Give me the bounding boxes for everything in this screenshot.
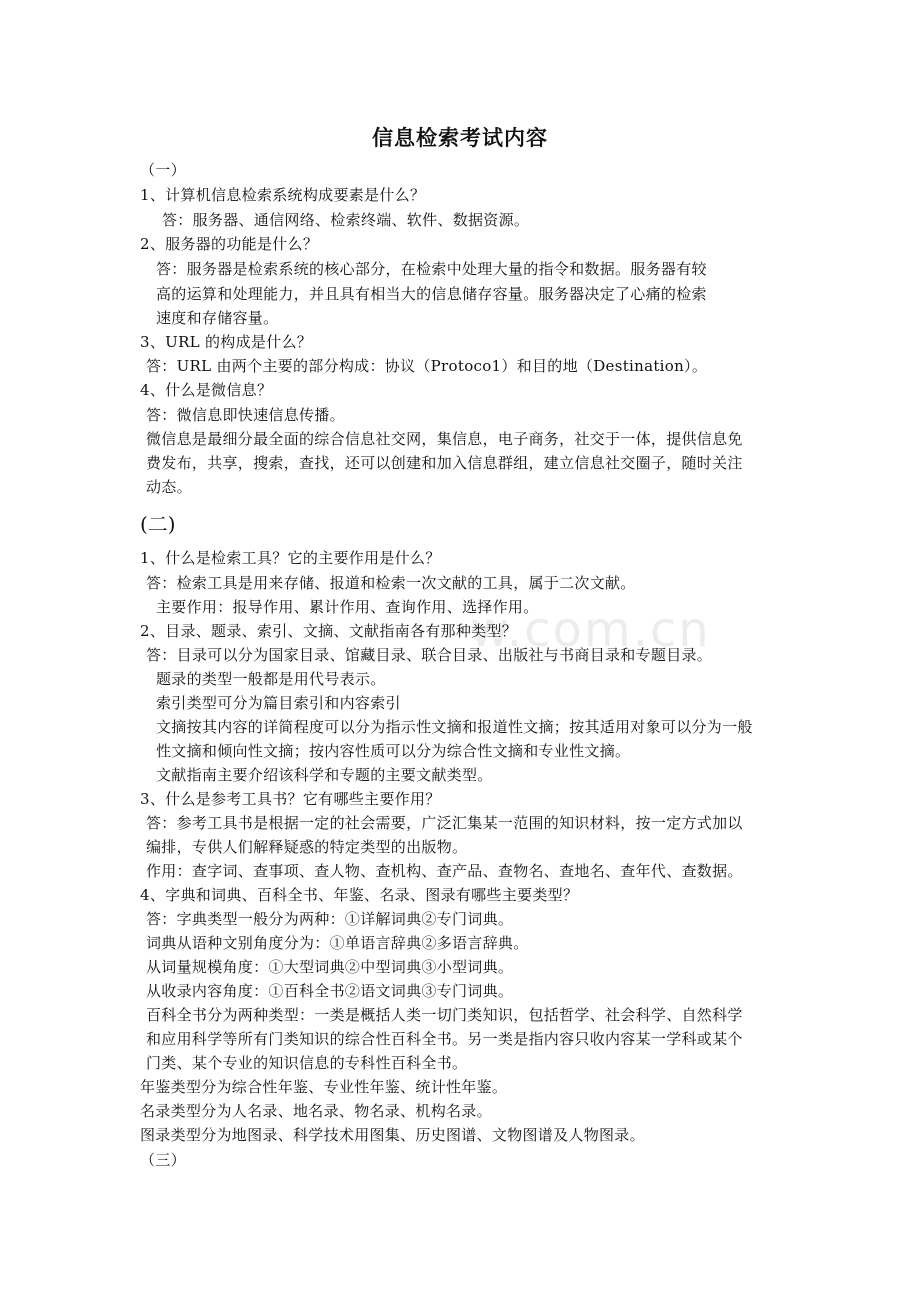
answer-1-3: 答：URL 由两个主要的部分构成：协议（Protoco1）和目的地（Destination）。	[146, 357, 708, 375]
answer-2-2-line2: 题录的类型一般都是用代号表示。	[156, 670, 386, 688]
paragraph-1-4-line1: 微信息是最细分最全面的综合信息社交网，集信息，电子商务，社交于一体，提供信息免	[146, 430, 743, 448]
answer-2-3-line1: 答：参考工具书是根据一定的社会需要，广泛汇集某一范围的知识材料，按一定方式加以	[146, 814, 743, 832]
question-2-1: 1、什么是检索工具？它的主要作用是什么？	[140, 549, 441, 567]
answer-2-2-line5: 性文摘和倾向性文摘；按内容性质可以分为综合性文摘和专业性文摘。	[156, 742, 631, 760]
question-1-2: 2、服务器的功能是什么？	[140, 235, 319, 253]
watermark: w.com.cn	[470, 602, 711, 658]
question-1-4: 4、什么是微信息？	[140, 381, 273, 399]
answer-1-2-line3: 速度和存储容量。	[156, 309, 279, 327]
answer-2-3-line3: 作用：查字词、查事项、查人物、查机构、查产品、查物名、查地名、查年代、查数据。	[146, 862, 743, 880]
answer-1-4: 答：微信息即快速信息传播。	[146, 406, 345, 424]
paragraph-1-4-line3: 动态。	[146, 478, 192, 496]
question-1-1: 1、计算机信息检索系统构成要素是什么？	[140, 186, 426, 204]
answer-2-3-line2: 编排，专供人们解释疑惑的特定类型的出版物。	[146, 838, 468, 856]
answer-2-2-line4: 文摘按其内容的详简程度可以分为指示性文摘和报道性文摘；按其适用对象可以分为一般	[156, 718, 753, 736]
section-heading-1: （一）	[140, 161, 186, 179]
question-1-3: 3、URL 的构成是什么？	[140, 333, 313, 351]
answer-2-4-line1: 答：字典类型一般分为两种：①详解词典②专门词典。	[146, 910, 514, 928]
answer-2-2-line6: 文献指南主要介绍该科学和专题的主要文献类型。	[156, 766, 493, 784]
answer-2-4-line3: 从词量规模角度：①大型词典②中型词典③小型词典。	[146, 958, 514, 976]
question-2-2: 2、目录、题录、索引、文摘、文献指南各有那种类型？	[140, 622, 518, 640]
answer-2-4-line5: 百科全书分为两种类型：一类是概括人类一切门类知识，包括哲学、社会科学、自然科学	[146, 1006, 743, 1024]
section-heading-3: （三）	[140, 1151, 186, 1169]
answer-2-4-line4: 从收录内容角度：①百科全书②语文词典③专门词典。	[146, 982, 514, 1000]
answer-2-4-line9: 名录类型分为人名录、地名录、物名录、机构名录。	[140, 1102, 492, 1120]
answer-2-1-line2: 主要作用：报导作用、累计作用、查询作用、选择作用。	[156, 598, 539, 616]
answer-1-2-line2: 高的运算和处理能力，并且具有相当大的信息储存容量。服务器决定了心痛的检索	[156, 285, 707, 303]
answer-2-2-line3: 索引类型可分为篇目索引和内容索引	[156, 694, 401, 712]
answer-2-4-line6: 和应用科学等所有门类知识的综合性百科全书。另一类是指内容只收内容某一学科或某个	[146, 1030, 743, 1048]
section-heading-2: (二)	[140, 512, 176, 536]
question-2-3: 3、什么是参考工具书？它有哪些主要作用？	[140, 790, 441, 808]
answer-2-4-line8: 年鉴类型分为综合性年鉴、专业性年鉴、统计性年鉴。	[140, 1078, 508, 1096]
answer-1-1: 答：服务器、通信网络、检索终端、软件、数据资源。	[162, 211, 530, 229]
answer-2-4-line10: 图录类型分为地图录、科学技术用图集、历史图谱、文物图谱及人物图录。	[140, 1126, 645, 1144]
question-2-4: 4、字典和词典、百科全书、年鉴、名录、图录有哪些主要类型？	[140, 886, 579, 904]
paragraph-1-4-line2: 费发布，共享，搜索，查找，还可以创建和加入信息群组，建立信息社交圈子，随时关注	[146, 454, 743, 472]
page-title: 信息检索考试内容	[372, 126, 548, 150]
answer-2-4-line7: 门类、某个专业的知识信息的专科性百科全书。	[146, 1054, 468, 1072]
answer-2-4-line2: 词典从语种文别角度分为：①单语言辞典②多语言辞典。	[146, 934, 529, 952]
answer-2-1-line1: 答：检索工具是用来存储、报道和检索一次文献的工具，属于二次文献。	[146, 574, 636, 592]
answer-1-2-line1: 答：服务器是检索系统的核心部分，在检索中处理大量的指令和数据。服务器有较	[156, 260, 707, 278]
answer-2-2-line1: 答：目录可以分为国家目录、馆藏目录、联合目录、出版社与书商目录和专题目录。	[146, 646, 713, 664]
